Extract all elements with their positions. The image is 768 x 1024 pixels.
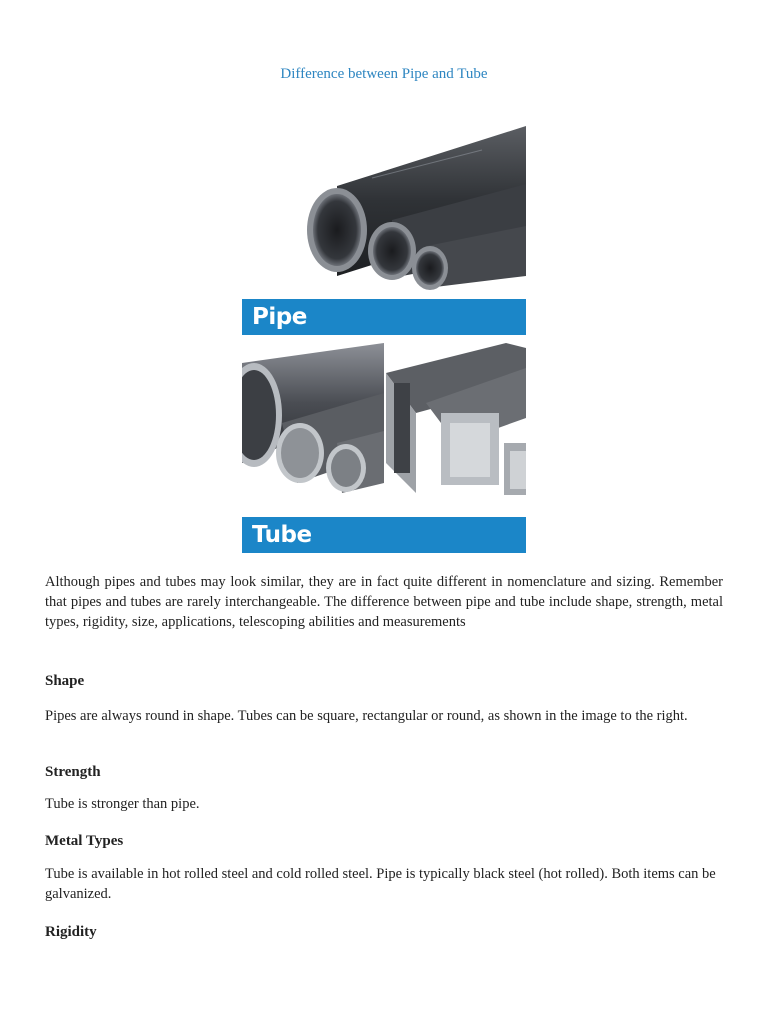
- section-text-strength: Tube is stronger than pipe.: [45, 796, 200, 812]
- tube-label-band: Tube: [242, 517, 526, 553]
- page-title: Difference between Pipe and Tube: [280, 66, 488, 82]
- intro-paragraph: Although pipes and tubes may look similar, they are in fact quite different in nomenclature and sizing. Remember that pipes and tubes are rarely interchangeable. The difference between pipe and tube include shape, strength, metal types, rigidity, size, applications, telescoping abilities and measurements: [45, 574, 723, 630]
- section-text-shape: Pipes are always round in shape. Tubes can be square, rectangular or round, as shown in the image to the right.: [45, 708, 688, 724]
- square-tube-photo: [386, 343, 526, 501]
- section-heading-shape: Shape: [45, 673, 85, 689]
- section-text-metal-types: Tube is available in hot rolled steel and cold rolled steel. Pipe is typically black steel (hot rolled). Both items can be galvanized.: [45, 866, 716, 902]
- pipe-photo: [242, 126, 526, 298]
- pipe-label-band: Pipe: [242, 299, 526, 335]
- section-heading-rigidity: Rigidity: [45, 924, 97, 940]
- pipe-tube-figure: [242, 126, 526, 554]
- round-tube-photo: [242, 343, 384, 501]
- section-heading-metal-types: Metal Types: [45, 833, 124, 849]
- section-heading-strength: Strength: [45, 764, 101, 780]
